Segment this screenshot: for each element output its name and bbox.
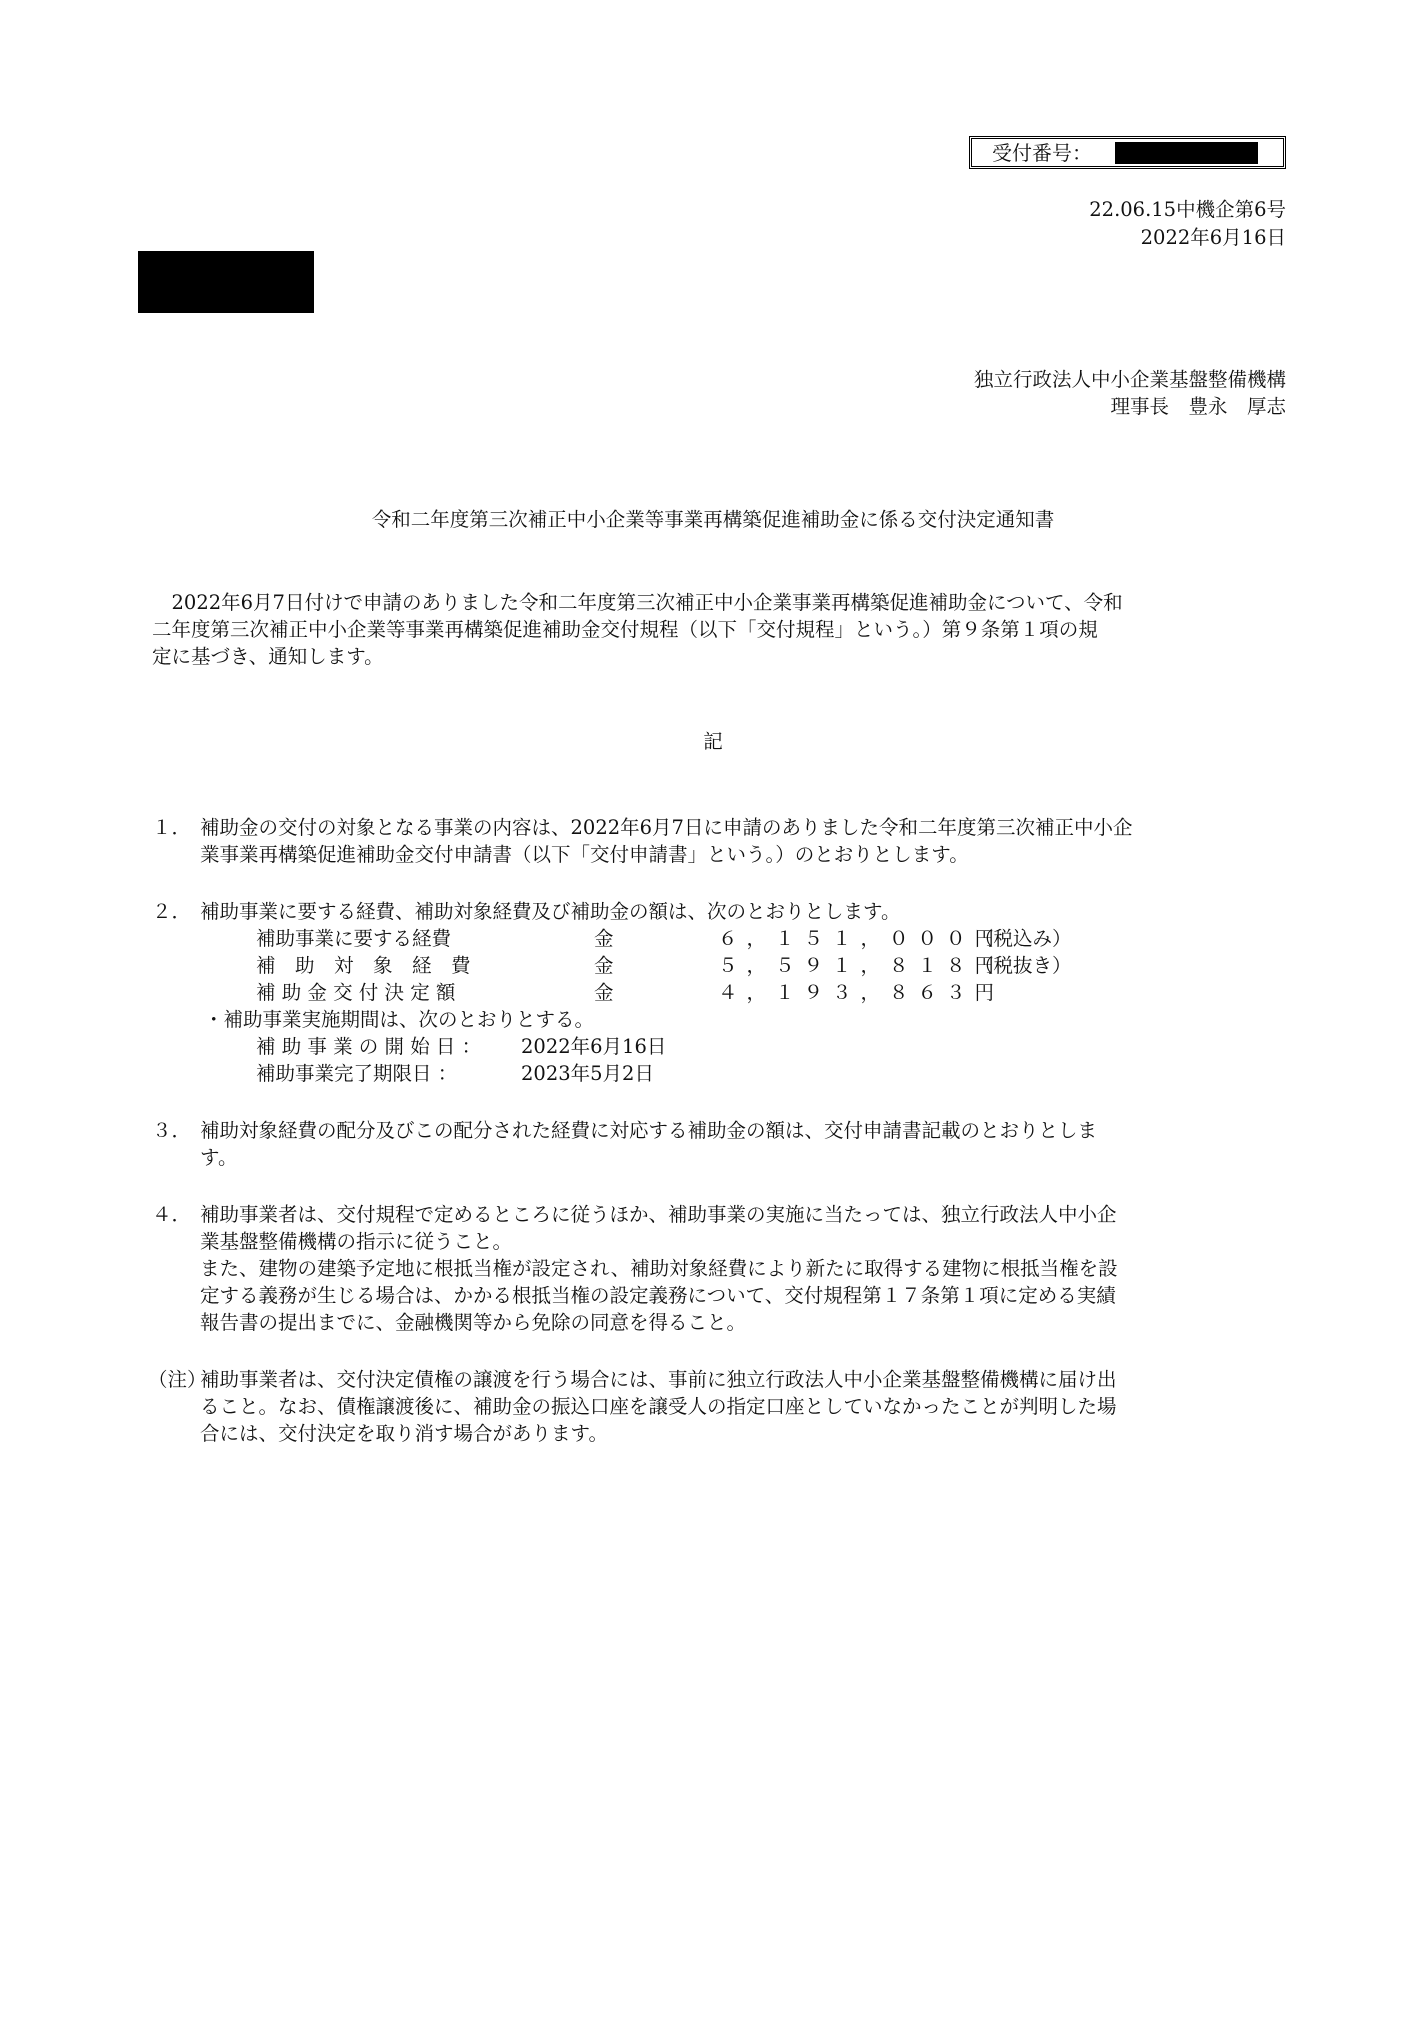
item-3-number: ３． [152, 1119, 192, 1142]
issuer-organization: 独立行政法人中小企業基盤整備機構 [973, 368, 1286, 391]
period-value: 2023年5月2日 [521, 1062, 654, 1085]
note-line-2: ること。なお、債権譲渡後に、補助金の振込口座を譲受人の指定口座としていなかったことが判明した場 [200, 1395, 1117, 1418]
note-label: （注） [148, 1368, 207, 1391]
period-label: 補 助 事 業 の 開 始 日 ： [256, 1035, 482, 1058]
addressee-redaction [138, 251, 314, 313]
item-1-line-1: 補助金の交付の対象となる事業の内容は、2022年6月7日に申請のありました令和二年度第三次補正中小企 [200, 816, 1133, 839]
amount-note: （税抜き） [974, 954, 1072, 977]
period-row-end [256, 1060, 1156, 1087]
document-title: 令和二年度第三次補正中小企業等事業再構築促進補助金に係る交付決定通知書 [371, 508, 1055, 531]
item-4 [152, 1201, 1292, 1341]
item-2 [152, 898, 1292, 1098]
note [148, 1366, 1292, 1456]
amount-kin: 金 [594, 927, 614, 950]
document-date: 2022年6月16日 [1140, 226, 1286, 249]
intro-line-2: 二年度第三次補正中小企業等事業再構築促進補助金交付規程（以下「交付規程」という。）第９条第１項の規 [152, 618, 1098, 641]
item-1-line-2: 業事業再構築促進補助金交付申請書（以下「交付申請書」という。）のとおりとします。 [200, 843, 969, 866]
amount-label: 補助事業に要する経費 [256, 927, 452, 950]
period-label: 補助事業完了期限日 ： [256, 1062, 458, 1085]
item-4-line-2: 業基盤整備機構の指示に従うこと。 [200, 1230, 513, 1253]
amount-kin: 金 [594, 981, 614, 1004]
note-line-3: 合には、交付決定を取り消す場合があります。 [200, 1422, 608, 1445]
item-2-line: 補助事業に要する経費、補助対象経費及び補助金の額は、次のとおりとします。 [200, 900, 901, 923]
amount-value: ６，１５１，０００円 [718, 927, 1004, 950]
amount-row-eligible [256, 952, 1156, 979]
note-line-1: 補助事業者は、交付決定債権の譲渡を行う場合には、事前に独立行政法人中小企業基盤整備機構に届け出 [200, 1368, 1117, 1391]
receipt-number-redaction [1115, 142, 1258, 164]
amount-value: ４，１９３，８６３円 [718, 981, 1004, 1004]
item-1-number: １． [152, 816, 192, 839]
amount-label: 補 助 金 交 付 決 定 額 [256, 981, 456, 1004]
amount-value: ５，５９１，８１８円 [718, 954, 1004, 977]
item-4-line-1: 補助事業者は、交付規程で定めるところに従うほか、補助事業の実施に当たっては、独立行政法人中小企 [200, 1203, 1117, 1226]
document-number: 22.06.15中機企第6号 [1089, 198, 1286, 221]
item-3-line-1: 補助対象経費の配分及びこの配分された経費に対応する補助金の額は、交付申請書記載のとおりとしま [200, 1119, 1098, 1142]
item-1 [152, 814, 1292, 874]
item-3 [152, 1117, 1292, 1177]
item-4-number: ４． [152, 1203, 192, 1226]
receipt-number-label: 受付番号： [992, 141, 1092, 165]
period-value: 2022年6月16日 [521, 1035, 667, 1058]
intro-line-3: 定に基づき、通知します。 [152, 645, 384, 668]
period-intro: ・補助事業実施期間は、次のとおりとする。 [204, 1008, 595, 1031]
amount-row-decision [256, 979, 1156, 1006]
amount-label: 補 助 対 象 経 費 [256, 954, 471, 977]
item-4-line-5: 報告書の提出までに、金融機関等から免除の同意を得ること。 [200, 1311, 747, 1334]
issuer-person: 理事長 豊永 厚志 [1110, 395, 1286, 418]
intro-line-1: 2022年6月7日付けで申請のありました令和二年度第三次補正中小企業事業再構築促進補助金について、令和 [152, 591, 1123, 614]
period-row-start [256, 1033, 1156, 1060]
item-4-line-3: また、建物の建築予定地に根抵当権が設定され、補助対象経費により新たに取得する建物に根抵当権を設 [200, 1257, 1118, 1280]
item-2-number: ２． [152, 900, 192, 923]
item-4-line-4: 定する義務が生じる場合は、かかる根抵当権の設定義務について、交付規程第１７条第１項に定める実績 [200, 1284, 1116, 1307]
amount-row-total [256, 925, 1156, 952]
receipt-number-box [969, 136, 1286, 169]
amount-note: （税込み） [974, 927, 1072, 950]
amount-kin: 金 [594, 954, 614, 977]
item-3-line-2: す。 [200, 1146, 238, 1169]
ki-heading: 記 [703, 730, 723, 753]
